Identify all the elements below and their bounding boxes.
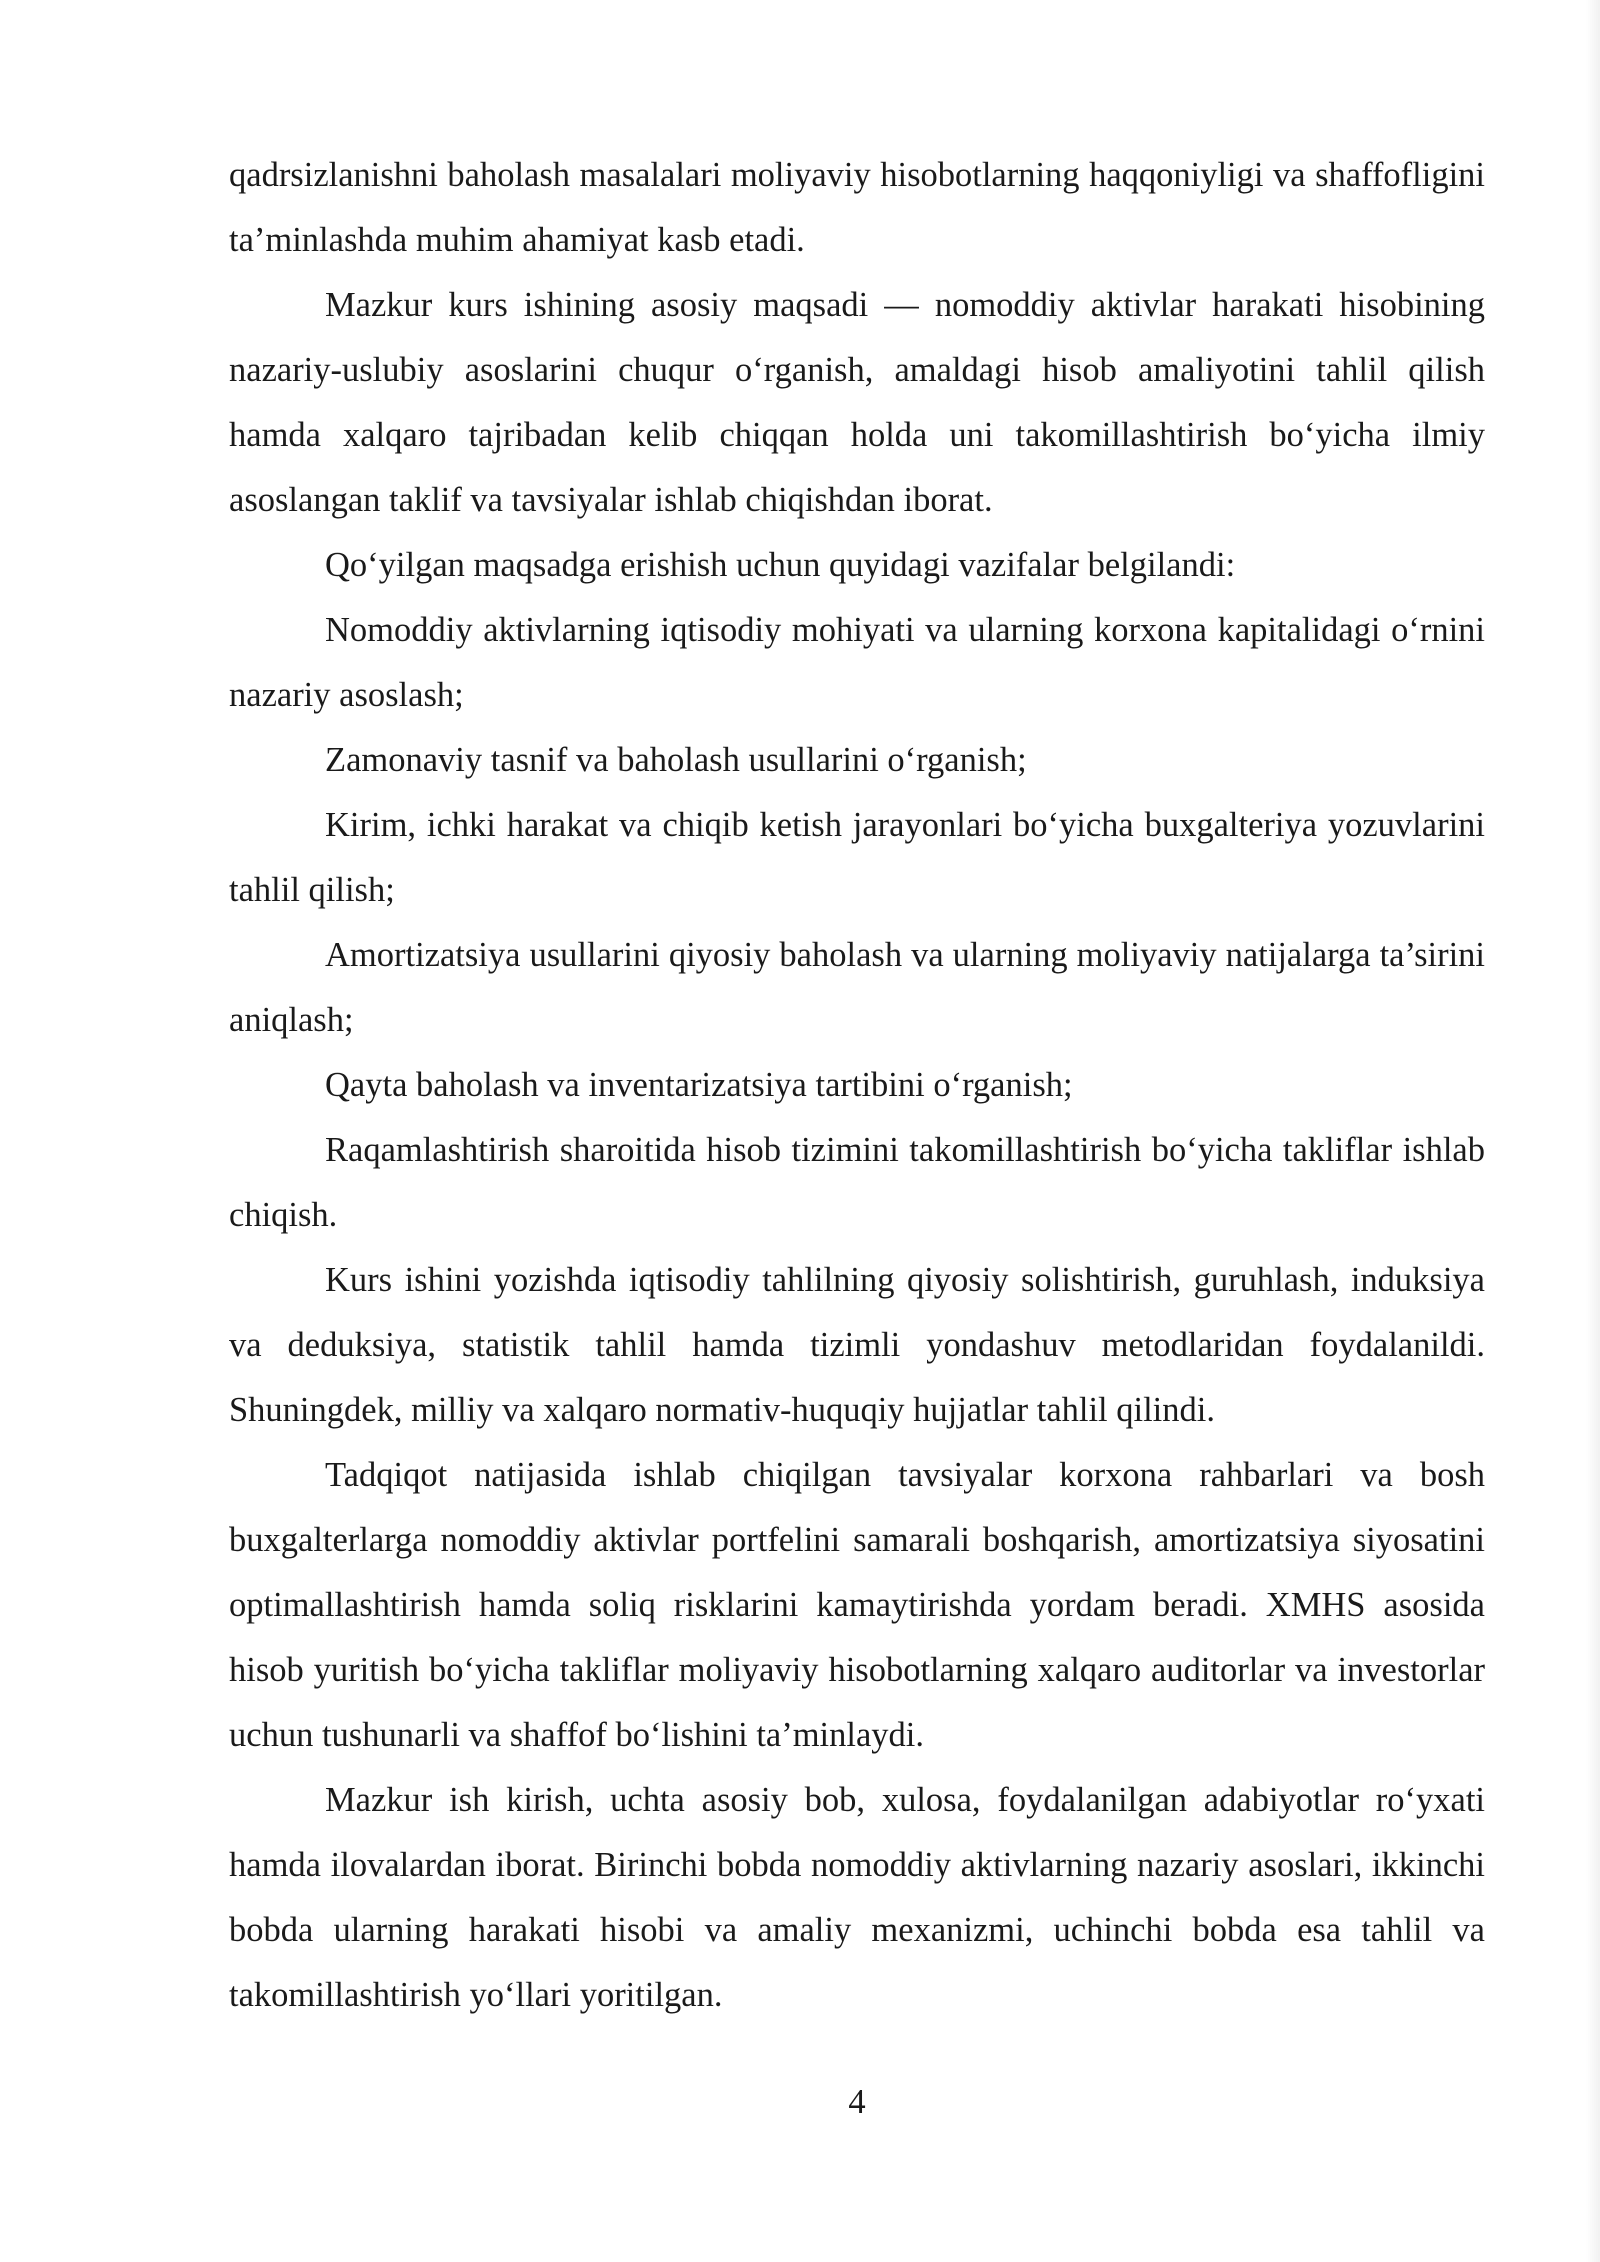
paragraph: Tadqiqot natijasida ishlab chiqilgan tavsiyalar korxona rahbarlari va bosh buxgalterlarga nomoddiy aktivlar portfelini samarali boshqarish, amortizatsiya siyosatini optimallashtirish hamda soliq risklarini kamaytirishda yordam beradi. XMHS asosida hisob yuritish bo‘yicha takliflar moliyaviy hisobotlarning xalqaro auditorlar va investorlar uchun tushunarli va shaffof bo‘lishini ta’minlaydi. bbox=[229, 1456, 1485, 1754]
list-item: Qayta baholash va inventarizatsiya tartibini o‘rganish; bbox=[325, 1066, 1073, 1104]
page-number: 4 bbox=[848, 2083, 866, 2121]
list-item: Kirim, ichki harakat va chiqib ketish jarayonlari bo‘yicha buxgalteriya yozuvlarini tahlil qilish; bbox=[229, 806, 1485, 909]
document-body bbox=[229, 143, 1485, 2028]
paragraph: qadrsizlanishni baholash masalalari moliyaviy hisobotlarning haqqoniyligi va shaffofligini ta’minlashda muhim ahamiyat kasb etadi. bbox=[229, 156, 1485, 259]
page-edge-shade bbox=[1586, 0, 1600, 2262]
paragraph: Mazkur ish kirish, uchta asosiy bob, xulosa, foydalanilgan adabiyotlar ro‘yxati hamda ilovalardan iborat. Birinchi bobda nomoddiy aktivlarning nazariy asoslari, ikkinchi bobda ularning harakati hisobi va amaliy mexanizmi, uchinchi bobda esa tahlil va takomillashtirish yo‘llari yoritilgan. bbox=[229, 1781, 1485, 2014]
list-item: Nomoddiy aktivlarning iqtisodiy mohiyati va ularning korxona kapitalidagi o‘rnini nazariy asoslash; bbox=[229, 611, 1485, 714]
list-item: Raqamlashtirish sharoitida hisob tizimini takomillashtirish bo‘yicha takliflar ishlab chiqish. bbox=[229, 1131, 1485, 1234]
paragraph: Mazkur kurs ishining asosiy maqsadi — nomoddiy aktivlar harakati hisobining nazariy-uslubiy asoslarini chuqur o‘rganish, amaldagi hisob amaliyotini tahlil qilish hamda xalqaro tajribadan kelib chiqqan holda uni takomillashtirish bo‘yicha ilmiy asoslangan taklif va tavsiyalar ishlab chiqishdan iborat. bbox=[229, 286, 1485, 519]
paragraph: Kurs ishini yozishda iqtisodiy tahlilning qiyosiy solishtirish, guruhlash, induksiya va deduksiya, statistik tahlil hamda tizimli yondashuv metodlaridan foydalanildi. Shuningdek, milliy va xalqaro normativ-huquqiy hujjatlar tahlil qilindi. bbox=[229, 1261, 1485, 1429]
list-item: Zamonaviy tasnif va baholash usullarini o‘rganish; bbox=[325, 741, 1027, 779]
list-item: Amortizatsiya usullarini qiyosiy baholash va ularning moliyaviy natijalarga ta’sirini aniqlash; bbox=[229, 936, 1485, 1039]
paragraph: Qo‘yilgan maqsadga erishish uchun quyidagi vazifalar belgilandi: bbox=[325, 546, 1236, 584]
